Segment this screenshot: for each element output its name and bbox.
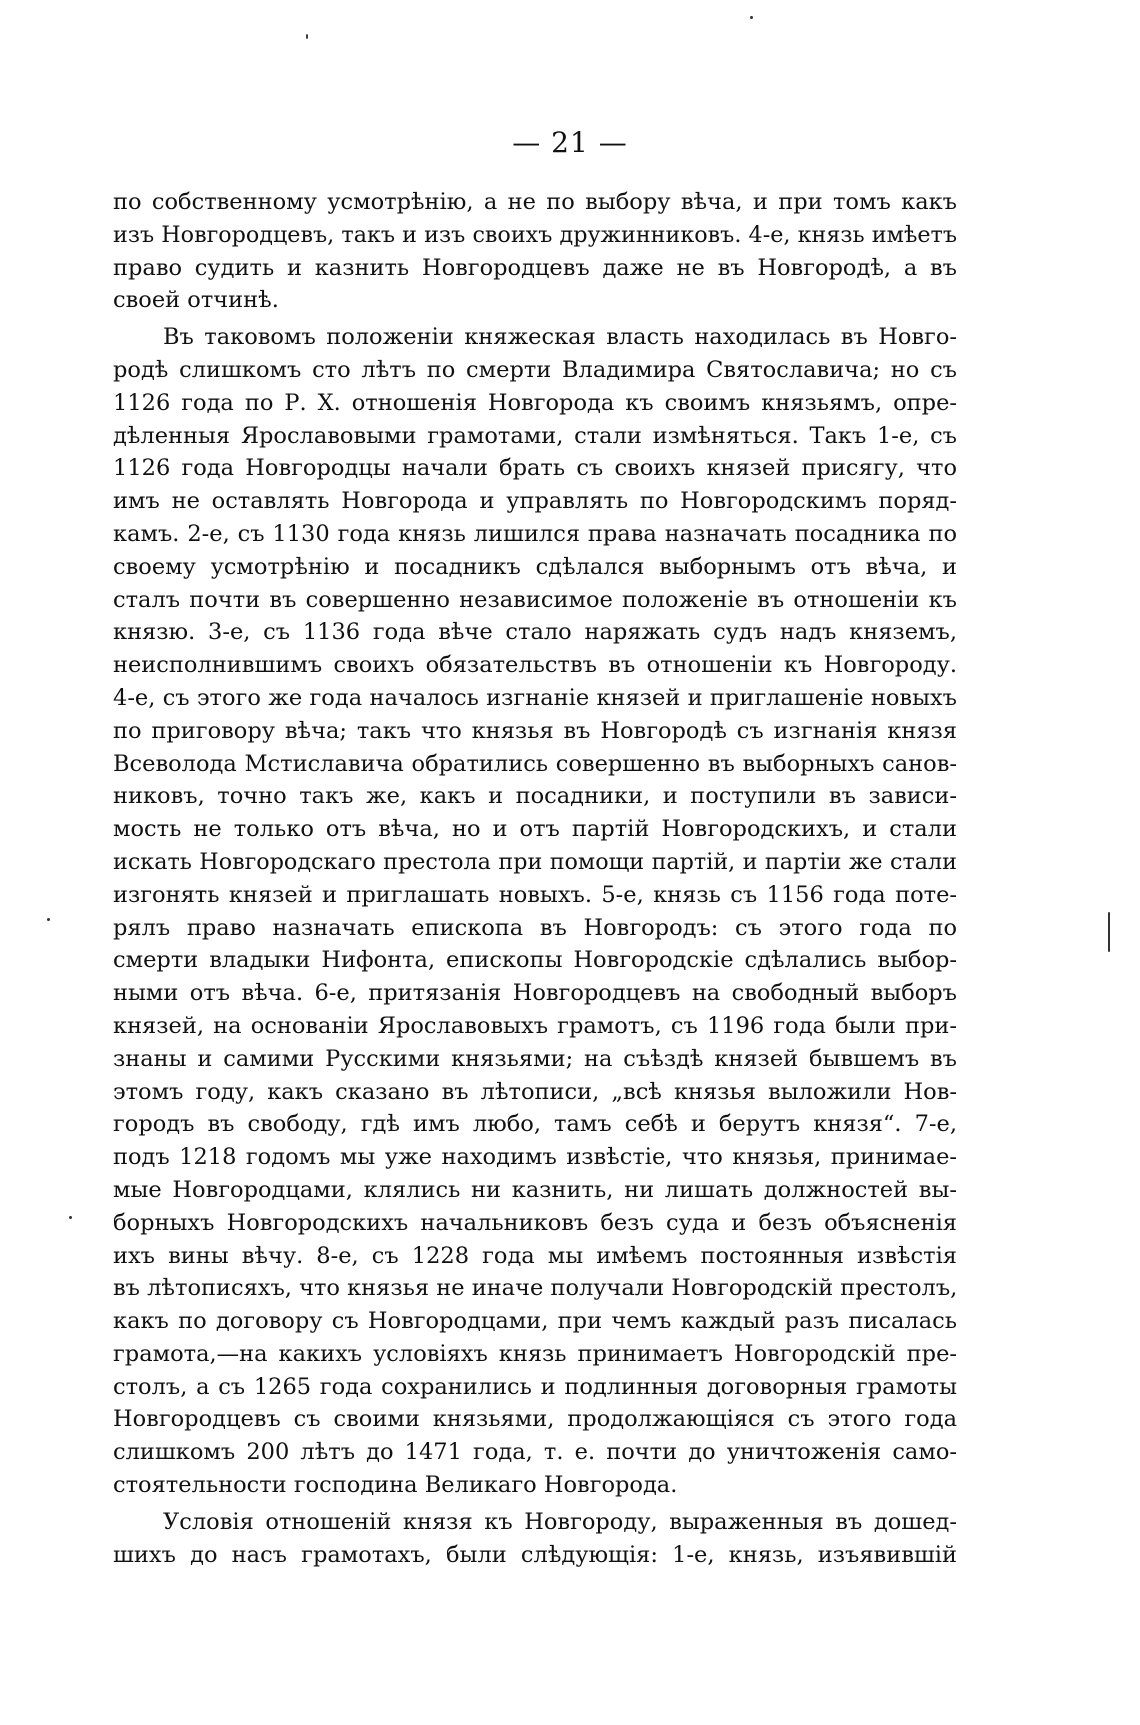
scan-speck — [47, 918, 50, 921]
text-line: князю. 3-е, съ 1136 года вѣче стало наряжать судъ надъ княземъ, — [113, 619, 957, 646]
paragraph-princely-power — [113, 321, 957, 1502]
text-line: право судить и казнить Новгородцевъ даже не въ Новгородѣ, а въ — [113, 254, 957, 281]
text-line: ными отъ вѣча. 6-е, притязанія Новгородцевъ на свободный выборъ — [113, 980, 957, 1007]
scan-speck — [750, 16, 753, 19]
text-line: своему усмотрѣнію и посадникъ сдѣлался выборнымъ отъ вѣча, и — [113, 553, 957, 580]
text-line: слишкомъ 200 лѣтъ до 1471 года, т. е. почти до уничтоженія само- — [113, 1439, 957, 1466]
text-line: какъ по договору съ Новгородцами, при чемъ каждый разъ писалась — [113, 1308, 957, 1335]
text-line: камъ. 2-е, съ 1130 года князь лишился права назначать посадника по — [113, 520, 957, 547]
body-text — [113, 186, 957, 1571]
text-line: 1126 года Новгородцы начали брать съ своихъ князей присягу, что — [113, 455, 957, 482]
text-line: князей, на основаніи Ярославовыхъ грамотъ, съ 1196 года были при- — [113, 1012, 957, 1039]
text-line: смерти владыки Нифонта, епископы Новгородскіе сдѣлались выбор- — [113, 947, 957, 974]
text-line: по приговору вѣча; такъ что князья въ Новгородѣ съ изгнанія князя — [113, 717, 957, 744]
text-line: сталъ почти въ совершенно независимое положеніе въ отношеніи къ — [113, 586, 957, 613]
text-line: борныхъ Новгородскихъ начальниковъ безъ суда и безъ объясненія — [113, 1209, 957, 1236]
text-line: Въ таковомъ положеніи княжеская власть находилась въ Новго- — [163, 324, 957, 351]
text-line: знаны и самими Русскими князьями; на съѣздѣ князей бывшемъ въ — [113, 1045, 957, 1072]
text-line: 1126 года по Р. Х. отношенія Новгорода къ своимъ князьямъ, опре- — [113, 389, 957, 416]
text-line: родѣ слишкомъ сто лѣтъ по смерти Владимира Святославича; но съ — [113, 356, 957, 383]
text-line: неисполнившимъ своихъ обязательствъ въ отношеніи къ Новгороду. — [113, 652, 957, 679]
scan-speck — [1108, 912, 1110, 952]
text-line: своей отчинѣ. — [113, 287, 279, 314]
text-line: изгонять князей и приглашать новыхъ. 5-е, князь съ 1156 года поте- — [113, 881, 957, 908]
text-line: искать Новгородскаго престола при помощи партій, и партіи же стали — [113, 848, 957, 875]
text-line: ихъ вины вѣчу. 8-е, съ 1228 года мы имѣемъ постоянныя извѣстія — [113, 1242, 957, 1269]
text-line: Новгородцевъ съ своими князьями, продолжающіяся съ этого года — [113, 1406, 957, 1433]
text-line: стоятельности господина Великаго Новгорода. — [113, 1472, 678, 1499]
text-line: имъ не оставлять Новгорода и управлять по Новгородскимъ поряд- — [113, 488, 957, 515]
paragraph-continuation — [113, 186, 957, 317]
text-line: никовъ, точно такъ же, какъ и посадники, и поступили въ зависи- — [113, 783, 957, 810]
text-line: грамота,—на какихъ условіяхъ князь принимаетъ Новгородскій пре- — [113, 1340, 957, 1367]
text-line: Всеволода Мстиславича обратились совершенно въ выборныхъ санов- — [113, 750, 957, 777]
text-line: Условія отношеній князя къ Новгороду, выраженныя въ дошед- — [163, 1508, 957, 1535]
text-line: мость не только отъ вѣча, но и отъ партій Новгородскихъ, и стали — [113, 816, 957, 843]
text-line: изъ Новгородцевъ, такъ и изъ своихъ дружинниковъ. 4-е, князь имѣетъ — [113, 221, 957, 248]
text-line: этомъ году, какъ сказано въ лѣтописи, „всѣ князья выложили Нов- — [113, 1078, 957, 1105]
text-line: дѣленныя Ярославовыми грамотами, стали измѣняться. Такъ 1-е, съ — [113, 422, 957, 449]
page-number: — 21 — — [512, 126, 628, 159]
text-line: городъ въ свободу, гдѣ имъ любо, тамъ себѣ и берутъ князя“. 7-е, — [113, 1111, 957, 1138]
text-line: рялъ право назначать епископа въ Новгородъ: съ этого года по — [113, 914, 957, 941]
text-line: по собственному усмотрѣнію, а не по выбору вѣча, и при томъ какъ — [113, 189, 957, 215]
text-line: въ лѣтописяхъ, что князья не иначе получали Новгородскій престолъ, — [113, 1275, 958, 1302]
paragraph-conditions — [113, 1506, 957, 1572]
text-line: мые Новгородцами, клялись ни казнить, ни лишать должностей вы- — [113, 1176, 957, 1203]
text-line: шихъ до насъ грамотахъ, были слѣдующія: 1-е, князь, изъявившій — [113, 1541, 957, 1568]
text-line: столъ, а съ 1265 года сохранились и подлинныя договорныя грамоты — [113, 1373, 957, 1400]
text-line: 4-е, съ этого же года началось изгнаніе князей и приглашеніе новыхъ — [113, 684, 957, 711]
text-line: подъ 1218 годомъ мы уже находимъ извѣстіе, что князья, принимае- — [113, 1144, 957, 1171]
scan-speck — [69, 1216, 72, 1219]
scan-speck — [306, 34, 308, 39]
